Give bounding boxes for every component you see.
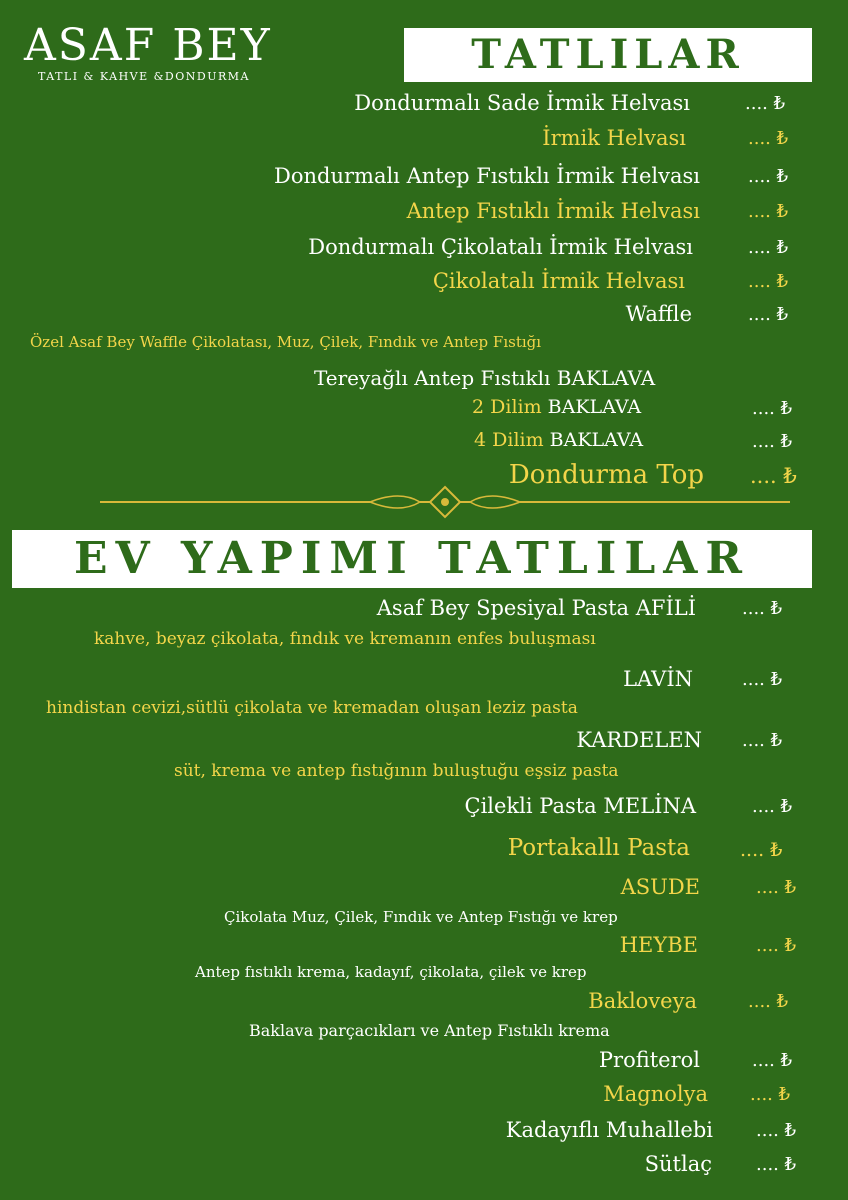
menu-item-name: Çikolatalı İrmik Helvası [432, 269, 685, 293]
menu-item-price: .... ₺ [742, 730, 783, 751]
menu-item-price: .... ₺ [752, 431, 793, 452]
menu-item-name: Asaf Bey Spesiyal Pasta AFİLİ [376, 596, 696, 620]
menu-item-name: Dondurmalı Antep Fıstıklı İrmik Helvası [274, 164, 700, 188]
menu-item-name: Dondurmalı Sade İrmik Helvası [354, 91, 690, 115]
menu-item-description: süt, krema ve antep fıstığının buluştuğu eşsiz pasta [174, 761, 619, 781]
menu-item-price: .... ₺ [752, 796, 793, 817]
brand-name: ASAF BEY [24, 20, 272, 71]
menu-item-price: .... ₺ [748, 201, 789, 222]
menu-item-name: LAVİN [623, 667, 693, 691]
menu-item-description: kahve, beyaz çikolata, fındık ve kremanın enfes buluşması [94, 629, 596, 649]
menu-item-name: Çilekli Pasta MELİNA [464, 794, 696, 818]
menu-item-name: İrmik Helvası [542, 126, 686, 150]
menu-item-name: Kadayıflı Muhallebi [505, 1118, 713, 1142]
menu-item-price: .... ₺ [752, 1050, 793, 1071]
menu-item-name: Waffle [625, 302, 692, 326]
menu-item-name: Profiterol [598, 1048, 700, 1072]
portion-label: 4 Dilim [474, 429, 544, 451]
portion-item: BAKLAVA [549, 429, 644, 451]
menu-item-name [474, 429, 643, 451]
portion-label: 2 Dilim [472, 396, 542, 418]
menu-item-name: Sütlaç [644, 1152, 712, 1176]
menu-item-price: .... ₺ [756, 1120, 797, 1141]
brand-tagline: TATLI & KAHVE &DONDURMA [38, 70, 250, 83]
menu-item-price: .... ₺ [748, 271, 789, 292]
menu-item-price: .... ₺ [756, 935, 797, 956]
menu-item-name: KARDELEN [576, 728, 702, 752]
ornament-divider [100, 482, 790, 522]
menu-item-price: .... ₺ [750, 1084, 791, 1105]
menu-item-name: Dondurmalı Çikolatalı İrmik Helvası [308, 235, 693, 259]
menu-item-price: .... ₺ [742, 598, 783, 619]
section-title-ev-yapimi: EV YAPIMI TATLILAR [12, 530, 812, 588]
menu-item-price: .... ₺ [748, 128, 789, 149]
menu-item-name [472, 396, 641, 418]
menu-item-description: Çikolata Muz, Çilek, Fındık ve Antep Fıstığı ve krep [224, 908, 618, 926]
menu-item-description: Antep fıstıklı krema, kadayıf, çikolata, çilek ve krep [195, 963, 587, 981]
menu-item-price: .... ₺ [752, 398, 793, 419]
menu-item-description: Özel Asaf Bey Waffle Çikolatası, Muz, Çilek, Fındık ve Antep Fıstığı [30, 333, 542, 351]
menu-item-name: Antep Fıstıklı İrmik Helvası [406, 199, 700, 223]
menu-item-price: .... ₺ [756, 877, 797, 898]
section-title-tatlilar: TATLILAR [404, 28, 812, 82]
menu-item-price: .... ₺ [748, 166, 789, 187]
menu-item-name: Portakallı Pasta [507, 835, 690, 861]
menu-item-price: .... ₺ [745, 93, 786, 114]
menu-item-description: hindistan cevizi,sütlü çikolata ve kremadan oluşan leziz pasta [46, 698, 578, 718]
menu-item-price: .... ₺ [750, 464, 797, 488]
menu-item-name: ASUDE [620, 875, 700, 899]
menu-item-name: Tereyağlı Antep Fıstıklı BAKLAVA [314, 366, 656, 390]
menu-item-price: .... ₺ [748, 237, 789, 258]
menu-item-name: HEYBE [619, 933, 698, 957]
menu-item-price: .... ₺ [756, 1154, 797, 1175]
menu-item-price: .... ₺ [748, 304, 789, 325]
menu-item-price: .... ₺ [748, 991, 789, 1012]
menu-item-name: Bakloveya [588, 989, 697, 1013]
menu-item-price: .... ₺ [742, 669, 783, 690]
portion-item: BAKLAVA [547, 396, 642, 418]
menu-item-name: Dondurma Top [508, 460, 704, 490]
menu-item-price: .... ₺ [740, 839, 783, 861]
menu-item-description: Baklava parçacıkları ve Antep Fıstıklı krema [249, 1021, 610, 1040]
menu-item-name: Magnolya [603, 1082, 708, 1106]
